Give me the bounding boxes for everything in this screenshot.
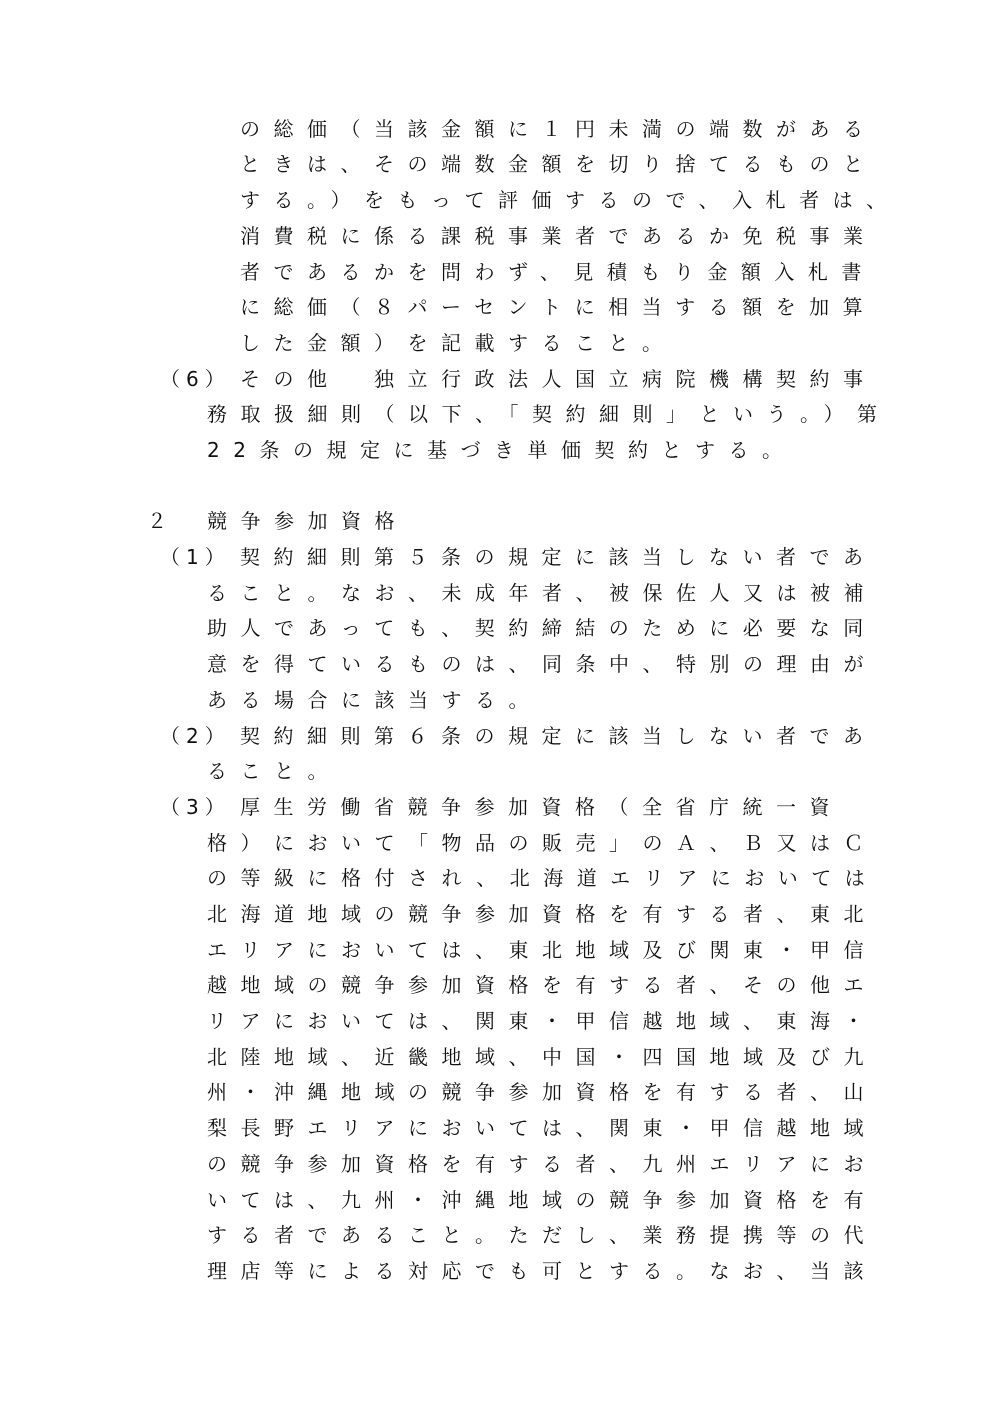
text-line: の競争参加資格を有する者、九州エリアにお	[207, 1152, 877, 1176]
text-line: 理店等による対応でも可とする。なお、当該	[207, 1259, 877, 1283]
text-line: 北海道地域の競争参加資格を有する者、東北	[207, 902, 877, 926]
text-line: 22条の規定に基づき単価契約とする。	[207, 438, 796, 462]
text-line: エリアにおいては、東北地域及び関東・甲信	[207, 938, 877, 962]
text-line: ること。	[207, 759, 341, 783]
text-line: に総価（８パーセントに相当する額を加算	[240, 295, 877, 319]
text-line: する。）をもって評価するので、入札者は、	[240, 188, 900, 212]
text-line: 格）において「物品の販売」のＡ、Ｂ又はＣ	[207, 831, 877, 855]
text-line: 者であるかを問わず、見積もり金額入札書	[240, 260, 875, 284]
text-line: 梨長野エリアにおいては、関東・甲信越地域	[207, 1116, 877, 1140]
item-label-6: （6）	[160, 367, 231, 391]
text-line: いては、九州・沖縄地域の競争参加資格を有	[207, 1188, 877, 1212]
item-label-1: （1）	[160, 545, 231, 569]
text-line: 州・沖縄地域の競争参加資格を有する者、山	[207, 1080, 877, 1104]
text-line: その他 独立行政法人国立病院機構契約事	[240, 367, 877, 391]
text-line: 消費税に係る課税事業者であるか免税事業	[240, 224, 877, 248]
text-line: リアにおいては、関東・甲信越地域、東海・	[207, 1009, 877, 1033]
text-line: 務取扱細則（以下、「契約細則」という。）第	[207, 402, 891, 426]
section-number: ２	[147, 509, 167, 533]
text-line: 北陸地域、近畿地域、中国・四国地域及び九	[207, 1045, 877, 1069]
text-line: 契約細則第６条の規定に該当しない者であ	[240, 724, 877, 748]
text-line: 助人であっても、契約締結のために必要な同	[207, 616, 877, 640]
text-line: 契約細則第５条の規定に該当しない者であ	[240, 545, 877, 569]
text-line: ある場合に該当する。	[207, 688, 542, 712]
text-line: ること。なお、未成年者、被保佐人又は被補	[207, 581, 877, 605]
text-line: ときは、その端数金額を切り捨てるものと	[240, 152, 877, 176]
text-line: 越地域の競争参加資格を有する者、その他エ	[207, 973, 877, 997]
text-line: の総価（当該金額に１円未満の端数がある	[240, 117, 877, 141]
item-label-2: （2）	[160, 724, 231, 748]
text-line: した金額）を記載すること。	[240, 331, 676, 355]
text-line: 厚生労働省競争参加資格（全省庁統一資	[240, 795, 843, 819]
item-label-3: （3）	[160, 795, 231, 819]
text-line: 意を得ているものは、同条中、特別の理由が	[207, 652, 877, 676]
text-line: の等級に格付され、北海道エリアにおいては	[207, 866, 879, 890]
text-line: する者であること。ただし、業務提携等の代	[207, 1223, 877, 1247]
section-title: 競争参加資格	[207, 509, 408, 533]
